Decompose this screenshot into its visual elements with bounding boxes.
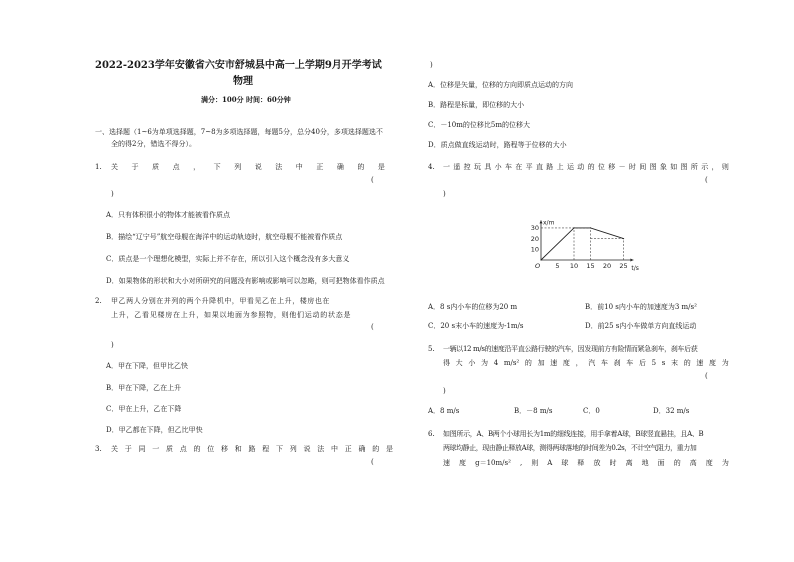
q1-number: 1. <box>95 163 102 171</box>
data-point <box>590 227 591 228</box>
q2-paren-open: ( <box>371 323 374 331</box>
subject-title: 物理 <box>233 76 253 87</box>
q4-stem-char: ， <box>711 163 719 171</box>
y-axis-label: x/m <box>543 219 555 227</box>
q4-stem-char: 位 <box>597 163 605 171</box>
q4-stem-char: 运 <box>566 163 574 171</box>
q6-line3-char: 面 <box>657 459 665 467</box>
q1-option-c: C．质点是一个理想化模型，实际上并不存在，所以引入这个概念没有多大意义 <box>106 255 350 263</box>
q4-stem-char: 所 <box>690 163 698 171</box>
q2-option-d: D．甲乙都在下降，但乙比甲快 <box>106 426 203 434</box>
q4-stem-char: 间 <box>639 163 647 171</box>
q2-option-a: A．甲在下降，但甲比乙快 <box>106 362 189 370</box>
q3-stem-char: 是 <box>386 445 393 453</box>
q1-stem-char: 是 <box>377 163 385 171</box>
q5-line2-char: 得 <box>443 359 450 367</box>
q5-line2-char: 加 <box>537 359 545 367</box>
q3-stem-char: 下 <box>276 445 283 453</box>
q1-stem-char: 下 <box>213 163 221 171</box>
q6-line3-char: 离 <box>625 459 633 467</box>
q1-stem <box>111 163 385 172</box>
q6-line3-char: g＝10m/s² <box>475 459 511 467</box>
q3-stem-char: 位 <box>207 445 215 453</box>
q3-stem-char: 关 <box>111 445 118 453</box>
q6-line3-char: 球 <box>561 459 569 467</box>
q6-line3-char: 地 <box>641 459 649 467</box>
q4-option-b: B．前10 s内小车的加速度为3 m/s² <box>585 303 697 311</box>
q4-stem-char: 小 <box>494 163 502 171</box>
q4-option-d: D．前25 s内小车做单方向直线运动 <box>585 322 697 330</box>
q1-stem-char: ， <box>193 163 201 171</box>
q6-number: 6. <box>428 430 435 438</box>
q4-option-c: C．20 s末小车的速度为-1m/s <box>428 322 524 330</box>
q5-line2-char: 为 <box>481 359 489 367</box>
q5-line2-char: 4 <box>493 359 499 367</box>
q1-option-a: A．只有体积很小的物体才能被看作质点 <box>106 211 231 219</box>
q3-stem-char: 一 <box>152 445 160 453</box>
q5-line2-char: 后 <box>638 359 646 367</box>
q5-line1: 一辆以12 m/s的速度沿平直公路行驶的汽车，因发现前方有险情而紧急刹车，刹车后获 <box>443 345 698 353</box>
q3-option-c: C．－10m的位移比5m的位移大 <box>428 121 530 129</box>
data-point <box>573 227 574 228</box>
q6-line3-char: 为 <box>721 459 729 467</box>
q4-stem-char: 车 <box>504 163 512 171</box>
q2-line1: 甲乙两人分别在并列的两个升降机中，甲看见乙在上升，楼房也在 <box>111 297 330 305</box>
q6-line3-char: 度 <box>705 459 713 467</box>
q3-stem-char: 法 <box>317 445 325 453</box>
q1-option-b: B．描绘“辽宁号”航空母舰在海洋中的运动轨迹时，航空母舰不能被看作质点 <box>106 233 343 241</box>
q5-option-d: D．32 m/s <box>653 407 690 415</box>
q5-line2-char: 的 <box>524 359 532 367</box>
q5-line2-char: s <box>661 359 666 367</box>
q6-line3-char: 则 <box>531 459 539 467</box>
q6-line3-char: A <box>547 459 553 467</box>
q3-stem <box>111 445 393 454</box>
q5-line2-char: 大 <box>455 359 463 367</box>
q4-stem-char: 一 <box>443 163 450 171</box>
q3-stem-char: 列 <box>289 445 297 453</box>
q1-stem-char: 法 <box>275 163 283 171</box>
q1-paren-close: ) <box>111 190 114 198</box>
q4-stem-char: 控 <box>463 163 471 171</box>
q1-stem-char: 的 <box>357 163 365 171</box>
q5-line2-char: 汽 <box>588 359 596 367</box>
q5-paren-open: ( <box>705 372 708 380</box>
q4-stem <box>443 163 729 172</box>
q6-line3-char: 时 <box>609 459 617 467</box>
q3-number: 3. <box>95 445 102 453</box>
q1-stem-char: 点 <box>172 163 180 171</box>
section-instruction-line2: 全的得2分，错选不得分）。 <box>111 140 196 148</box>
q5-line2-char: 末 <box>671 359 679 367</box>
q3-stem-char: 路 <box>248 445 256 453</box>
section-instruction-line1: 一、选择题（1~6为单项选择题，7~8为多项选择题，每题5分，总分40分，多项选择题选不 <box>95 128 383 136</box>
q6-line3 <box>443 459 729 468</box>
q4-stem-char: 动 <box>577 163 585 171</box>
q3-stem-char: 移 <box>221 445 228 453</box>
q2-line2: 上升，乙看见楼房在上升，如果以地面为参照物，则他们运动的状态是 <box>111 311 352 319</box>
x-tick-label: 15 <box>586 262 595 270</box>
origin-label: O <box>535 262 541 270</box>
x-tick-label: 25 <box>619 262 628 270</box>
q5-line2-char: ， <box>575 359 583 367</box>
q3-stem-char: 说 <box>303 445 311 453</box>
q5-option-a: A．8 m/s <box>428 407 460 415</box>
q4-paren-open: ( <box>705 176 708 184</box>
q4-stem-char: 则 <box>721 163 729 171</box>
q5-option-b: B．－8 m/s <box>514 407 553 415</box>
q5-line2-char: 度 <box>562 359 570 367</box>
q3-stem-char: 确 <box>358 445 366 453</box>
x-tick-label: 20 <box>602 262 612 270</box>
q3-option-b: B．路程是标量，即位移的大小 <box>428 101 525 109</box>
q4-stem-char: 玩 <box>473 163 481 171</box>
q1-stem-char: 关 <box>111 163 118 171</box>
q4-stem-char: 平 <box>525 163 533 171</box>
y-tick-label: 10 <box>530 245 539 254</box>
q3-option-d: D．质点做直线运动时，路程等于位移的大小 <box>428 141 567 149</box>
q1-stem-char: 中 <box>295 163 303 171</box>
series-line <box>541 228 624 260</box>
q4-stem-char: 示 <box>701 163 709 171</box>
q5-line2-char: 度 <box>709 359 717 367</box>
q3-stem-char: 中 <box>331 445 338 453</box>
q6-line3-char: 度 <box>459 459 467 467</box>
q4-stem-char: 图 <box>680 163 688 171</box>
q4-stem-char: 时 <box>628 163 636 171</box>
q2-number: 2. <box>95 297 102 305</box>
q6-line3-char: 的 <box>673 459 681 467</box>
q5-number: 5. <box>428 345 435 353</box>
y-tick-label: 30 <box>530 224 539 233</box>
q3-stem-char: 程 <box>262 445 270 453</box>
q2-option-c: C．甲在上升，乙在下降 <box>106 405 182 413</box>
q1-stem-char: 确 <box>336 163 344 171</box>
q4-stem-char: 遥 <box>453 163 461 171</box>
q6-line2: 两球均静止，现由静止释放A球，测得两球落地的时间差为0.2s，不计空气阻力，重力加 <box>443 444 697 452</box>
q2-paren-close: ) <box>111 341 114 349</box>
x-axis-label: t/s <box>631 265 639 272</box>
q4-stem-char: 的 <box>587 163 595 171</box>
q4-stem-char: － <box>618 163 626 171</box>
q4-number: 4. <box>428 163 435 171</box>
q1-paren-open: ( <box>371 176 374 184</box>
q5-line2-char: 速 <box>696 359 704 367</box>
q4-stem-char: 上 <box>556 163 564 171</box>
q4-stem-char: 直 <box>535 163 543 171</box>
page-title: 2022-2023学年安徽省六安市舒城县中高一上学期9月开学考试 <box>95 60 382 71</box>
data-point <box>540 259 541 260</box>
data-point <box>623 238 624 239</box>
q5-line2-char: 车 <box>626 359 634 367</box>
q4-stem-char: 如 <box>670 163 678 171</box>
position-time-chart <box>525 210 639 272</box>
q4-stem-char: 路 <box>546 163 554 171</box>
q3-stem-char: 于 <box>124 445 132 453</box>
q3-stem-char: 同 <box>138 445 146 453</box>
q5-option-c: C．0 <box>583 407 600 415</box>
q4-stem-char: 具 <box>484 163 492 171</box>
q3-option-a: A．位移是矢量，位移的方向即质点运动的方向 <box>428 81 574 89</box>
q5-line2-char: 车 <box>600 359 608 367</box>
q6-line3-char: 速 <box>443 459 450 467</box>
q4-paren-close: ) <box>443 190 446 198</box>
q3-stem-char: 和 <box>234 445 242 453</box>
q6-line1: 如图所示，A、B两个小球用长为1m的细线连接，用手拿着A球，B球竖直悬挂，且A、B <box>443 430 704 438</box>
q3-stem-char: 的 <box>372 445 380 453</box>
x-tick-label: 5 <box>555 262 560 270</box>
q6-line3-char: 释 <box>577 459 585 467</box>
q1-option-d: D．如果物体的形状和大小对所研究的问题没有影响或影响可以忽略，则可把物体看作质点 <box>106 277 385 285</box>
q5-line2-char: 的 <box>683 359 691 367</box>
q5-line2-char: 5 <box>651 359 657 367</box>
q6-line3-char: 高 <box>689 459 697 467</box>
q4-stem-char: 移 <box>608 163 616 171</box>
q4-stem-char: 图 <box>649 163 657 171</box>
q6-line3-char: 放 <box>593 459 601 467</box>
q1-stem-char: 说 <box>254 163 262 171</box>
q4-option-a: A．8 s内小车的位移为20 m <box>428 303 518 311</box>
q3-stem-char: 正 <box>344 445 352 453</box>
q5-paren-close: ) <box>443 387 446 395</box>
q6-line3-char: , <box>519 459 523 467</box>
q4-stem-char: 在 <box>515 163 523 171</box>
q1-stem-char: 于 <box>131 163 139 171</box>
x-axis-arrow <box>630 259 633 262</box>
q3-stem-char: 的 <box>193 445 201 453</box>
q1-stem-char: 列 <box>234 163 242 171</box>
q3-stem-char: 点 <box>179 445 187 453</box>
q5-line2-char: 为 <box>721 359 729 367</box>
q3-stem-char: 质 <box>166 445 173 453</box>
q5-line2-char: 刹 <box>613 359 621 367</box>
score-time: 满分：100分 时间：60分钟 <box>201 95 291 104</box>
q5-line2-char: 速 <box>550 359 558 367</box>
q2-option-b: B．甲在下降，乙在上升 <box>106 384 182 392</box>
x-tick-label: 10 <box>569 262 579 270</box>
q5-line2-char: m/s² <box>503 359 520 367</box>
q5-line2-char: 小 <box>468 359 476 367</box>
y-tick-label: 20 <box>530 234 539 243</box>
q3-paren-open: ( <box>371 458 374 466</box>
q1-stem-char: 质 <box>152 163 160 171</box>
q1-stem-char: 正 <box>316 163 324 171</box>
q5-line2 <box>443 359 729 368</box>
q4-stem-char: 象 <box>659 163 667 171</box>
q3-paren-close: ) <box>430 61 433 69</box>
